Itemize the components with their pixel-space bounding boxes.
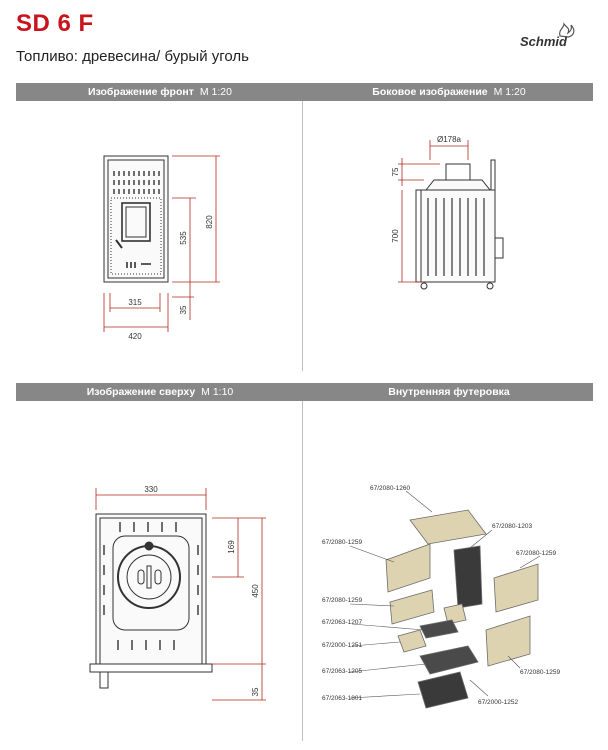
- dim-top-depth: 450: [251, 584, 260, 598]
- side-view-heading: Боковое изображение M 1:20: [372, 86, 526, 98]
- model-title: SD 6 F: [16, 10, 94, 37]
- fuel-subtitle: Топливо: древесина/ бурый уголь: [16, 48, 249, 65]
- top-view-heading: Изображение сверху M 1:10: [86, 386, 234, 398]
- dim-top-front-edge: 35: [251, 687, 260, 697]
- part-label: 67/2080-1260: [370, 485, 411, 492]
- part-label: 67/2080-1259: [520, 669, 561, 676]
- lining-heading: Внутренняя футеровка: [388, 386, 510, 398]
- dim-side-top: 75: [391, 167, 400, 177]
- dim-top-width: 330: [144, 485, 158, 494]
- dim-front-width-total: 420: [128, 332, 142, 341]
- dim-top-depth-flue: 169: [227, 540, 236, 554]
- front-view-heading: Изображение фронт M 1:20: [88, 86, 232, 98]
- dim-front-height-total: 820: [205, 215, 214, 229]
- part-label: 67/2063-1207: [322, 619, 363, 626]
- dim-front-width-inner: 315: [128, 298, 142, 307]
- dim-side-flue: Ø178a: [436, 135, 462, 144]
- dim-front-base: 35: [179, 305, 188, 315]
- part-label: 67/2080-1259: [322, 539, 363, 546]
- dim-side-height: 700: [391, 229, 400, 243]
- part-label: 67/2063-1801: [322, 695, 363, 702]
- part-label: 67/2000-1252: [478, 699, 519, 706]
- brand-logo: Schmid: [520, 34, 567, 49]
- part-label: 67/2000-1251: [322, 642, 363, 649]
- part-label: 67/2080-1259: [322, 597, 363, 604]
- part-label: 67/2080-1203: [492, 523, 533, 530]
- part-label: 67/2063-1205: [322, 668, 363, 675]
- part-label: 67/2080-1259: [516, 550, 557, 557]
- dim-front-height-door: 535: [179, 231, 188, 245]
